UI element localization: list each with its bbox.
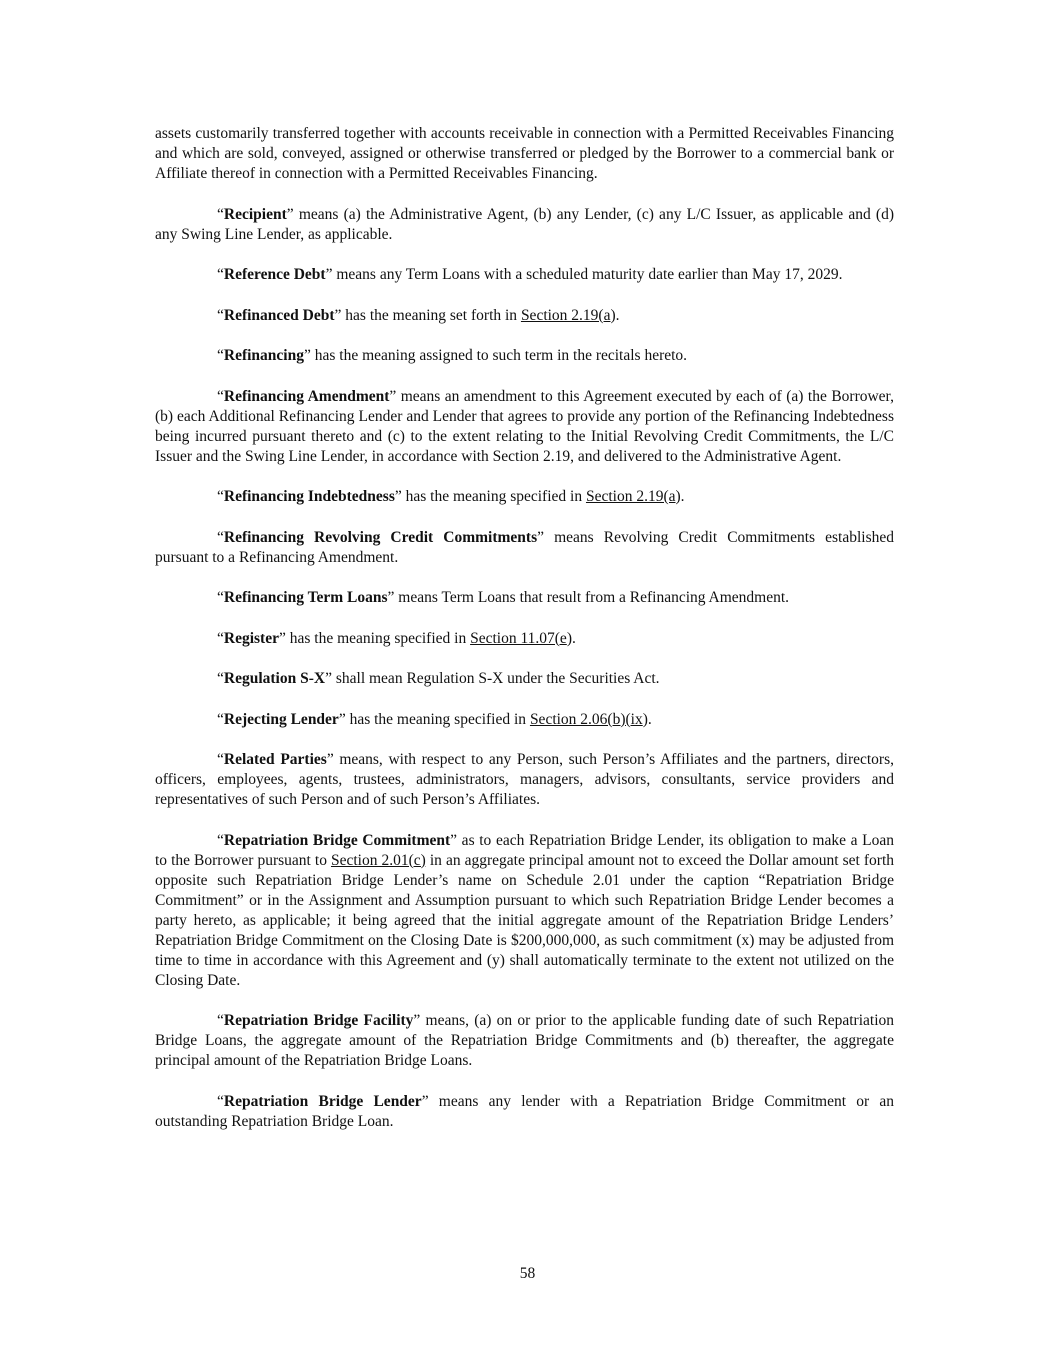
defined-term: Repatriation Bridge Facility	[223, 1012, 414, 1029]
defined-term: Reference Debt	[223, 266, 326, 283]
defined-term: Refinancing Amendment	[223, 387, 390, 405]
definition-register: “Register” has the meaning specified in Section 11.07(e).	[217, 629, 576, 647]
definition-repatriation-bridge-lender: “Repatriation Bridge Lender” means any lender with a Repatriation Bridge Commitment or an outstanding Repatriation Bridge Loan.	[155, 1092, 895, 1130]
defined-term: Refinancing Term Loans	[223, 589, 388, 606]
definition-recipient: “Recipient” means (a) the Administrative Agent, (b) any Lender, (c) any L/C Issuer, as applicable and (d) any Swing Line Lender, as applicable.	[155, 205, 894, 243]
defined-term: Related Parties	[223, 751, 327, 768]
defined-term: Refinancing Indebtedness	[223, 488, 395, 505]
definition-refinanced-debt: “Refinanced Debt” has the meaning set forth in Section 2.19(a).	[217, 306, 620, 324]
definition-refinancing-indebtedness: “Refinancing Indebtedness” has the meaning specified in Section 2.19(a).	[217, 488, 685, 505]
definition-repatriation-bridge-facility: “Repatriation Bridge Facility” means, (a) on or prior to the applicable funding date of such Repatriation Bridge Loans, the aggregate amount of the Repatriation Bridge Commitments and (b) thereafter, the aggregate principal amount of the Repatriation Bridge Loans.	[155, 1012, 895, 1069]
defined-term: Register	[223, 629, 279, 647]
definition-reference-debt: “Reference Debt” means any Term Loans with a scheduled maturity date earlier than May 17, 2029.	[217, 266, 843, 283]
continuation-paragraph: assets customarily transferred together with accounts receivable in connection with a Permitted Receivables Financing and which are sold, conveyed, assigned or otherwise transferred or pledged by the Borrower to a commercial bank or Affiliate thereof in connection with a Permitted Receivables Financing.	[155, 125, 894, 182]
definition-related-parties: “Related Parties” means, with respect to any Person, such Person’s Affiliates and the partners, directors, officers, employees, agents, trustees, administrators, managers, advisors, consultants, service providers and representatives of such Person and of such Person’s Affiliates.	[155, 751, 894, 808]
defined-term: Refinancing	[223, 347, 304, 364]
page-number: 58	[519, 1265, 536, 1282]
defined-term: Repatriation Bridge Commitment	[223, 831, 451, 849]
section-reference: Section 2.06(b)(ix	[529, 710, 643, 728]
definition-refinancing-amendment: “Refinancing Amendment” means an amendment to this Agreement executed by each of (a) the Borrower, (b) each Additional Refinancing Lender and Lender that agrees to provide any portion of the Refinancing Indebtedness being incurred pursuant thereto and (c) to the extent relating to the Initial Revolving Credit Commitments, the L/C Issuer and the Swing Line Lender, in accordance with Section 2.19, and delivered to the Administrative Agent.	[155, 387, 894, 465]
definition-refinancing-revolving-credit-commitments: “Refinancing Revolving Credit Commitments” means Revolving Credit Commitments established pursuant to a Refinancing Amendment.	[155, 528, 894, 566]
defined-term: Refinanced Debt	[223, 306, 335, 324]
defined-term: Regulation S-X	[223, 670, 326, 687]
defined-term: Repatriation Bridge Lender	[223, 1092, 422, 1110]
definition-repatriation-bridge-commitment: “Repatriation Bridge Commitment” as to each Repatriation Bridge Lender, its obligation to make a Loan to the Borrower pursuant to Section 2.01(c) in an aggregate principal amount not to exceed the Dollar amount set forth opposite such Repatriation Bridge Lender’s name on Schedule 2.01 under the caption “Repatriation Bridge Commitment” or in the Assignment and Assumption pursuant to which such Repatriation Bridge Lender becomes a party hereto, as applicable; it being agreed that the initial aggregate amount of the Repatriation Bridge Lenders’ Repatriation Bridge Commitment on the Closing Date is $200,000,000, as such commitment (x) may be adjusted from time to time in accordance with this Agreement and (y) shall automatically terminate to the extent not utilized on the Closing Date.	[155, 831, 894, 989]
document-page	[155, 124, 894, 1132]
defined-term: Refinancing Revolving Credit Commitments	[223, 528, 538, 546]
defined-term: Recipient	[223, 205, 287, 223]
definition-rejecting-lender: “Rejecting Lender” has the meaning specified in Section 2.06(b)(ix).	[217, 710, 652, 728]
section-reference: Section 2.19(a	[520, 306, 611, 324]
section-reference: Section 2.19(a	[585, 488, 676, 505]
definition-refinancing-term-loans: “Refinancing Term Loans” means Term Loans that result from a Refinancing Amendment.	[217, 589, 790, 606]
definition-regulation-s-x: “Regulation S-X” shall mean Regulation S-X under the Securities Act.	[217, 670, 660, 687]
definition-refinancing: “Refinancing” has the meaning assigned to such term in the recitals hereto.	[217, 347, 688, 364]
section-reference: Section 11.07(e	[470, 629, 567, 647]
defined-term: Rejecting Lender	[223, 710, 339, 728]
section-reference: Section 2.01(c)	[330, 851, 426, 869]
